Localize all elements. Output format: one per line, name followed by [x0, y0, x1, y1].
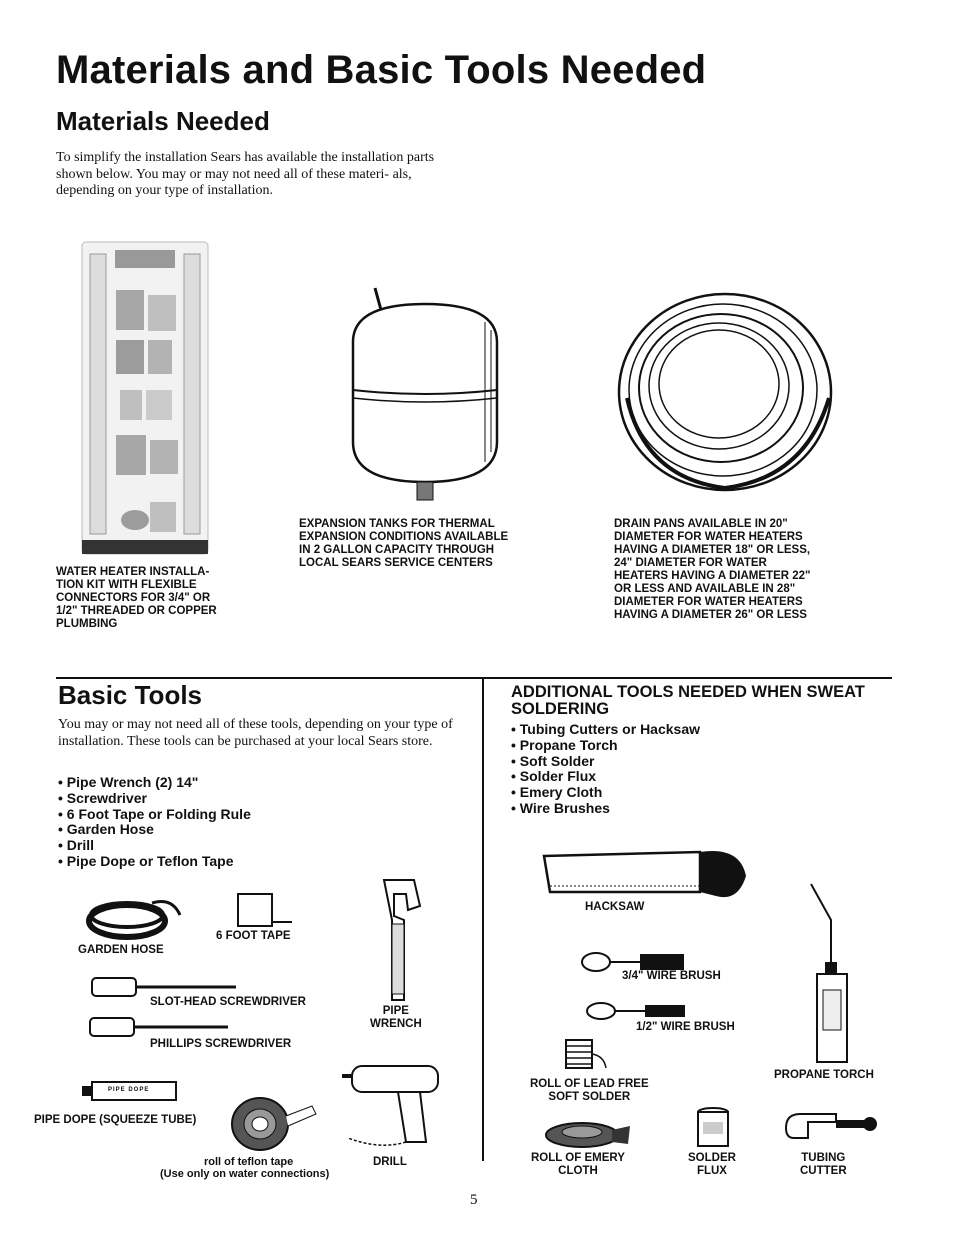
column-divider	[482, 679, 484, 1161]
tubing-cutter-illustration	[780, 1108, 880, 1150]
hacksaw-label: HACKSAW	[585, 901, 645, 913]
wire-brush-34-label: 3/4" WIRE BRUSH	[622, 970, 721, 982]
page-number: 5	[470, 1192, 478, 1208]
basic-tools-intro: You may or may not need all of these tools, depending on your type of installation. These tools can be purchased at your local Sears store.	[58, 717, 453, 749]
tubing-cutter-label: TUBING CUTTER	[800, 1152, 847, 1177]
section-divider	[56, 677, 892, 679]
teflon-label: roll of teflon tape	[204, 1156, 294, 1168]
propane-torch-illustration	[805, 880, 855, 1070]
pipe-wrench-illustration	[378, 876, 428, 1006]
pipe-dope-tube-text: PIPE DOPE	[108, 1087, 150, 1093]
slot-screwdriver-illustration	[90, 976, 240, 998]
propane-torch-label: PROPANE TORCH	[774, 1069, 874, 1081]
six-foot-tape-label: 6 FOOT TAPE	[216, 930, 291, 942]
teflon-tape-illustration	[228, 1096, 318, 1152]
list-item: • Soft Solder	[511, 752, 595, 769]
emery-cloth-illustration	[542, 1118, 632, 1152]
list-item: • Drill	[58, 837, 95, 854]
materials-heading: Materials Needed	[56, 106, 270, 136]
list-item: • Pipe Dope or Teflon Tape	[58, 852, 234, 869]
solder-flux-label: SOLDER FLUX	[688, 1152, 736, 1177]
tank-caption: EXPANSION TANKS FOR THERMAL EXPANSION CONDITIONS AVAILABLE IN 2 GALLON CAPACITY THROUGH LOCAL SEARS SERVICE CENTERS	[299, 518, 509, 569]
basic-tools-list	[58, 775, 251, 870]
teflon-note: (Use only on water connections)	[160, 1168, 330, 1180]
list-item: • Solder Flux	[511, 768, 597, 785]
solder-spool-illustration	[560, 1034, 610, 1074]
list-item: • Garden Hose	[58, 821, 154, 838]
hacksaw-illustration	[540, 846, 755, 906]
materials-intro: To simplify the installation Sears has available the installation parts shown below. You may or may not need all of these materi- als, depending on your type of installation.	[56, 150, 435, 198]
list-item: • Screwdriver	[58, 789, 147, 806]
pipe-wrench-label: PIPE WRENCH	[370, 1005, 422, 1030]
list-item: • Pipe Wrench (2) 14"	[58, 774, 199, 790]
list-item: • Wire Brushes	[511, 799, 610, 816]
solder-label: ROLL OF LEAD FREE SOFT SOLDER	[530, 1078, 649, 1103]
pipe-dope-label: PIPE DOPE (SQUEEZE TUBE)	[34, 1114, 197, 1126]
tape-measure-illustration	[236, 892, 296, 932]
slot-screwdriver-label: SLOT-HEAD SCREWDRIVER	[150, 996, 306, 1008]
emery-cloth-label: ROLL OF EMERY CLOTH	[531, 1152, 625, 1177]
list-item: • 6 Foot Tape or Folding Rule	[58, 805, 251, 822]
pan-caption: DRAIN PANS AVAILABLE IN 20" DIAMETER FOR WATER HEATERS HAVING A DIAMETER 18" OR LESS, 24" DIAMETER FOR WATER HEATERS HAVING A DIAMETER 22" OR LESS AND AVAILABLE IN 28" DIAMETER FOR WATER HEATERS HAVING A DIAMETER 26" OR LESS	[614, 518, 811, 621]
drill-label: DRILL	[373, 1156, 407, 1168]
garden-hose-label: GARDEN HOSE	[78, 944, 164, 956]
basic-tools-heading: Basic Tools	[58, 680, 203, 710]
list-item: • Emery Cloth	[511, 784, 603, 801]
installation-kit-illustration	[80, 240, 210, 560]
additional-tools-list	[511, 722, 700, 817]
drill-illustration	[340, 1062, 450, 1152]
solder-flux-illustration	[695, 1106, 735, 1150]
garden-hose-illustration	[82, 893, 182, 943]
expansion-tank-illustration	[335, 282, 515, 507]
list-item: • Tubing Cutters or Hacksaw	[511, 721, 701, 737]
page-title: Materials and Basic Tools Needed	[56, 48, 707, 92]
additional-tools-heading: ADDITIONAL TOOLS NEEDED WHEN SWEAT SOLDERING	[511, 683, 865, 718]
phillips-screwdriver-illustration	[88, 1016, 238, 1038]
drain-pan-illustration	[615, 288, 835, 498]
list-item: • Propane Torch	[511, 736, 618, 753]
kit-caption: WATER HEATER INSTALLA- TION KIT WITH FLEXIBLE CONNECTORS FOR 3/4" OR 1/2" THREADED OR COPPER PLUMBING	[56, 566, 217, 630]
phillips-screwdriver-label: PHILLIPS SCREWDRIVER	[150, 1038, 292, 1050]
wire-brush-12-label: 1/2" WIRE BRUSH	[636, 1021, 735, 1033]
